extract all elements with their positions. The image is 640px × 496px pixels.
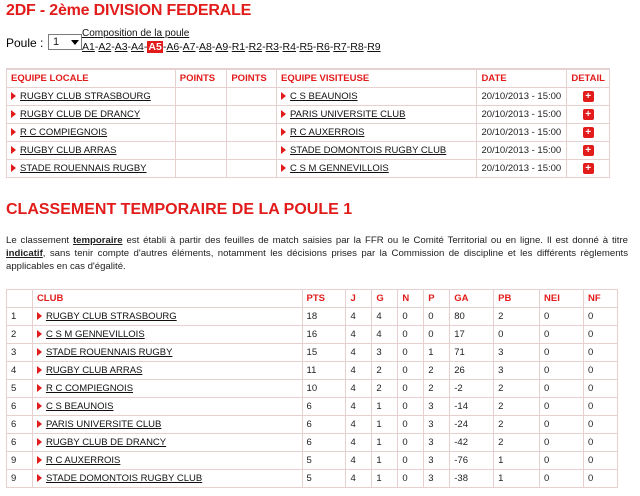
away-team-link[interactable]: C S BEAUNOIS <box>290 90 358 102</box>
standings-row <box>7 416 618 434</box>
round-link-a2[interactable]: A2 <box>98 41 112 53</box>
standings-cell-pts: 5 <box>302 470 346 488</box>
standings-cell-j: 4 <box>346 362 372 380</box>
match-detail-cell <box>567 87 610 105</box>
standings-header-p: P <box>424 290 450 308</box>
caret-right-icon <box>37 402 42 410</box>
standings-cell-club <box>32 326 302 344</box>
standings-cell-p: 0 <box>424 308 450 326</box>
round-link-a3[interactable]: A3 <box>114 41 128 53</box>
standings-cell-nei: 0 <box>540 362 584 380</box>
caret-right-icon <box>37 456 42 464</box>
caret-right-icon <box>281 92 286 100</box>
round-link-a7[interactable]: A7 <box>182 41 196 53</box>
detail-plus-button[interactable]: + <box>583 145 594 156</box>
round-link-a9[interactable]: A9 <box>215 41 229 53</box>
standings-cell-nei: 0 <box>540 344 584 362</box>
standings-cell-g: 1 <box>372 398 398 416</box>
caret-right-icon <box>37 330 42 338</box>
match-home-cell <box>7 87 176 105</box>
match-points-home <box>175 141 227 159</box>
caret-right-icon <box>281 164 286 172</box>
caret-right-icon <box>37 474 42 482</box>
caret-right-icon <box>37 384 42 392</box>
standings-cell-pts: 18 <box>302 308 346 326</box>
standings-cell-pts: 6 <box>302 434 346 452</box>
standings-header-j: J <box>346 290 372 308</box>
page-title: 2DF - 2ème DIVISION FEDERALE <box>6 2 252 19</box>
intro-text: Le classement <box>6 235 73 246</box>
standings-cell-club <box>32 308 302 326</box>
standings-cell-nei: 0 <box>540 308 584 326</box>
match-points-home <box>175 159 227 177</box>
standings-cell-p: 0 <box>424 326 450 344</box>
standings-cell-rank: 9 <box>7 452 33 470</box>
standings-cell-nf: 0 <box>583 344 617 362</box>
matches-table <box>6 68 610 178</box>
header-home: EQUIPE LOCALE <box>7 69 176 87</box>
intro-emphasis-temporaire: temporaire <box>72 235 123 246</box>
standings-cell-ga: -2 <box>450 380 494 398</box>
caret-right-icon <box>37 312 42 320</box>
club-link[interactable]: STADE ROUENNAIS RUGBY <box>45 347 173 358</box>
standings-cell-g: 2 <box>372 362 398 380</box>
match-row <box>7 123 610 141</box>
round-separator: - <box>279 41 283 53</box>
standings-row <box>7 398 618 416</box>
standings-cell-club <box>32 362 302 380</box>
standings-cell-p: 2 <box>424 362 450 380</box>
standings-cell-p: 3 <box>424 470 450 488</box>
standings-cell-rank: 2 <box>7 326 33 344</box>
standings-intro <box>6 234 628 273</box>
match-points-home <box>175 123 227 141</box>
standings-cell-n: 0 <box>398 470 424 488</box>
standings-cell-g: 1 <box>372 434 398 452</box>
standings-cell-nei: 0 <box>540 326 584 344</box>
round-link-a8[interactable]: A8 <box>199 41 212 53</box>
match-date: 20/10/2013 - 15:00 <box>477 141 567 159</box>
away-team-link[interactable]: R C AUXERROIS <box>290 126 365 138</box>
standings-cell-p: 3 <box>424 416 450 434</box>
club-link[interactable]: C S M GENNEVILLOIS <box>45 329 145 340</box>
match-points-away <box>227 87 277 105</box>
standings-cell-pb: 1 <box>494 452 540 470</box>
standings-cell-nf: 0 <box>583 470 617 488</box>
standings-cell-pts: 6 <box>302 398 346 416</box>
standings-cell-nei: 0 <box>540 398 584 416</box>
match-detail-cell <box>567 105 610 123</box>
poule-select-value: 1 <box>53 36 60 48</box>
club-link[interactable]: PARIS UNIVERSITE CLUB <box>45 419 162 430</box>
standings-cell-p: 3 <box>424 398 450 416</box>
standings-cell-pb: 3 <box>494 362 540 380</box>
standings-cell-pts: 15 <box>302 344 346 362</box>
standings-header-g: G <box>372 290 398 308</box>
standings-cell-ga: -24 <box>450 416 494 434</box>
standings-cell-pb: 2 <box>494 434 540 452</box>
standings-header-rank <box>7 290 33 308</box>
standings-cell-pb: 0 <box>494 326 540 344</box>
standings-cell-j: 4 <box>346 380 372 398</box>
round-separator: - <box>312 41 317 53</box>
standings-cell-rank: 4 <box>7 362 33 380</box>
standings-cell-g: 4 <box>372 308 398 326</box>
standings-cell-n: 0 <box>398 452 424 470</box>
standings-cell-rank: 6 <box>7 398 33 416</box>
standings-cell-ga: -76 <box>450 452 494 470</box>
standings-header-club: CLUB <box>32 290 302 308</box>
standings-cell-g: 1 <box>372 452 398 470</box>
standings-cell-g: 1 <box>372 470 398 488</box>
standings-cell-p: 2 <box>424 380 450 398</box>
header-points-away: POINTS <box>227 69 277 87</box>
standings-cell-g: 3 <box>372 344 398 362</box>
standings-row <box>7 308 618 326</box>
standings-cell-j: 4 <box>346 434 372 452</box>
standings-cell-nf: 0 <box>583 362 617 380</box>
standings-cell-pb: 2 <box>494 398 540 416</box>
round-link-r2[interactable]: R2 <box>248 41 263 53</box>
caret-right-icon <box>281 128 286 136</box>
standings-cell-g: 2 <box>372 380 398 398</box>
match-away-cell <box>277 87 477 105</box>
round-link-r6[interactable]: R6 <box>316 41 330 53</box>
match-points-home <box>175 105 227 123</box>
standings-row <box>7 380 618 398</box>
round-separator: - <box>329 41 334 53</box>
round-separator: - <box>195 41 199 53</box>
match-away-cell <box>277 105 477 123</box>
round-link-a5[interactable]: A5 <box>148 41 162 53</box>
header-away: EQUIPE VISITEUSE <box>277 69 477 87</box>
standings-header-nf: NF <box>583 290 617 308</box>
match-points-away <box>227 123 277 141</box>
standings-cell-ga: 71 <box>450 344 494 362</box>
caret-right-icon <box>11 146 16 154</box>
standings-cell-pts: 5 <box>302 452 346 470</box>
standings-cell-ga: 17 <box>450 326 494 344</box>
standings-cell-rank: 6 <box>7 434 33 452</box>
home-team-link[interactable]: STADE ROUENNAIS RUGBY <box>20 162 147 174</box>
round-link-r4[interactable]: R4 <box>282 41 296 53</box>
intro-text: , sans tenir compte d'autres éléments, notamment les décisions prises par la Commission de discipline et les différents règlements applicables en cas d'égalité. <box>6 248 628 272</box>
standings-cell-club <box>32 344 302 362</box>
standings-cell-nei: 0 <box>540 452 584 470</box>
standings-cell-rank: 5 <box>7 380 33 398</box>
standings-cell-p: 3 <box>424 434 450 452</box>
standings-header-n: N <box>398 290 424 308</box>
standings-header-ga: GA <box>450 290 494 308</box>
standings-cell-j: 4 <box>346 452 372 470</box>
standings-cell-rank: 3 <box>7 344 33 362</box>
match-home-cell <box>7 123 176 141</box>
standings-cell-pb: 1 <box>494 470 540 488</box>
intro-emphasis-indicatif: indicatif <box>6 248 43 259</box>
standings-cell-rank: 1 <box>7 308 33 326</box>
standings-cell-ga: -14 <box>450 398 494 416</box>
round-separator: - <box>295 41 300 53</box>
detail-plus-button[interactable]: + <box>583 91 594 102</box>
standings-cell-nf: 0 <box>583 434 617 452</box>
match-points-away <box>227 159 277 177</box>
round-separator: - <box>127 41 132 53</box>
match-detail-cell <box>567 141 610 159</box>
standings-row <box>7 344 618 362</box>
round-separator: - <box>211 41 216 53</box>
standings-cell-pts: 16 <box>302 326 346 344</box>
round-link-a1[interactable]: A1 <box>82 41 95 53</box>
standings-cell-club <box>32 380 302 398</box>
standings-cell-pts: 6 <box>302 416 346 434</box>
round-separator: - <box>228 41 232 53</box>
club-link[interactable]: RUGBY CLUB DE DRANCY <box>45 437 167 448</box>
home-team-link[interactable]: RUGBY CLUB ARRAS <box>20 144 117 156</box>
caret-right-icon <box>281 110 286 118</box>
standings-cell-pts: 10 <box>302 380 346 398</box>
standings-cell-j: 4 <box>346 326 372 344</box>
round-link-r1[interactable]: R1 <box>231 41 246 53</box>
standings-cell-rank: 9 <box>7 470 33 488</box>
standings-cell-ga: -42 <box>450 434 494 452</box>
round-links <box>82 41 381 53</box>
poule-label: Poule : <box>6 36 44 50</box>
away-team-link[interactable]: C S M GENNEVILLOIS <box>290 162 389 174</box>
standings-cell-nf: 0 <box>583 398 617 416</box>
round-separator: - <box>346 41 351 53</box>
header-detail: DETAIL <box>567 69 610 87</box>
standings-cell-ga: -38 <box>450 470 494 488</box>
standings-cell-j: 4 <box>346 308 372 326</box>
standings-cell-n: 0 <box>398 308 424 326</box>
match-row <box>7 141 610 159</box>
standings-cell-nei: 0 <box>540 380 584 398</box>
round-link-a6[interactable]: A6 <box>166 41 180 53</box>
caret-right-icon <box>11 92 16 100</box>
intro-text: est établi à partir des feuilles de match saisies par la FFR ou le Comité Territorial ou en ligne. Il est donné à titre <box>122 235 628 246</box>
standings-header-pb: PB <box>494 290 540 308</box>
away-team-link[interactable]: PARIS UNIVERSITE CLUB <box>290 108 406 120</box>
standings-cell-nei: 0 <box>540 416 584 434</box>
standings-cell-ga: 26 <box>450 362 494 380</box>
match-home-cell <box>7 159 176 177</box>
chevron-down-icon <box>71 40 79 45</box>
standings-cell-nf: 0 <box>583 380 617 398</box>
standings-cell-nei: 0 <box>540 434 584 452</box>
caret-right-icon <box>11 110 16 118</box>
standings-cell-club <box>32 452 302 470</box>
club-link[interactable]: RUGBY CLUB STRASBOURG <box>45 311 177 322</box>
match-away-cell <box>277 141 477 159</box>
caret-right-icon <box>37 366 42 374</box>
round-separator: - <box>94 41 99 53</box>
standings-cell-j: 4 <box>346 416 372 434</box>
home-team-link[interactable]: RUGBY CLUB STRASBOURG <box>20 90 151 102</box>
standings-cell-pb: 2 <box>494 380 540 398</box>
match-date: 20/10/2013 - 15:00 <box>477 105 567 123</box>
standings-title: CLASSEMENT TEMPORAIRE DE LA POULE 1 <box>6 201 353 218</box>
standings-cell-g: 4 <box>372 326 398 344</box>
caret-right-icon <box>281 146 286 154</box>
match-points-away <box>227 105 277 123</box>
caret-right-icon <box>11 128 16 136</box>
standings-header-nei: NEI <box>540 290 584 308</box>
caret-right-icon <box>37 420 42 428</box>
standings-cell-j: 4 <box>346 344 372 362</box>
match-away-cell <box>277 159 477 177</box>
standings-row <box>7 470 618 488</box>
standings-cell-j: 4 <box>346 398 372 416</box>
round-link-r9[interactable]: R9 <box>367 41 381 53</box>
standings-cell-pb: 2 <box>494 416 540 434</box>
round-link-a4[interactable]: A4 <box>131 41 144 53</box>
standings-row <box>7 452 618 470</box>
away-team-link[interactable]: STADE DOMONTOIS RUGBY CLUB <box>290 144 447 156</box>
standings-cell-g: 1 <box>372 416 398 434</box>
caret-right-icon <box>37 438 42 446</box>
detail-plus-button[interactable]: + <box>583 109 594 120</box>
match-row <box>7 105 610 123</box>
standings-cell-ga: 80 <box>450 308 494 326</box>
round-separator: - <box>179 41 183 53</box>
round-separator: - <box>363 41 368 53</box>
match-row <box>7 87 610 105</box>
home-team-link[interactable]: RUGBY CLUB DE DRANCY <box>20 108 141 120</box>
club-link[interactable]: R C AUXERROIS <box>45 455 121 466</box>
standings-cell-n: 0 <box>398 416 424 434</box>
standings-cell-j: 4 <box>346 470 372 488</box>
header-points-home: POINTS <box>175 69 227 87</box>
round-link-r8[interactable]: R8 <box>350 41 364 53</box>
detail-plus-button[interactable]: + <box>583 163 594 174</box>
round-separator: - <box>245 41 249 53</box>
standings-cell-n: 0 <box>398 380 424 398</box>
round-link-r5[interactable]: R5 <box>299 41 313 53</box>
match-points-home <box>175 87 227 105</box>
round-separator: - <box>262 41 266 53</box>
standings-cell-club <box>32 434 302 452</box>
standings-cell-p: 3 <box>424 452 450 470</box>
standings-cell-club <box>32 398 302 416</box>
club-link[interactable]: C S BEAUNOIS <box>45 401 114 412</box>
match-row <box>7 159 610 177</box>
standings-header-row <box>7 290 618 308</box>
poule-select[interactable] <box>48 34 82 50</box>
home-team-link[interactable]: R C COMPIEGNOIS <box>20 126 108 138</box>
standings-cell-nf: 0 <box>583 416 617 434</box>
standings-cell-nf: 0 <box>583 326 617 344</box>
composition-link[interactable]: Composition de la poule <box>82 28 190 39</box>
standings-cell-n: 0 <box>398 434 424 452</box>
round-link-r7[interactable]: R7 <box>333 41 347 53</box>
match-home-cell <box>7 141 176 159</box>
round-link-r3[interactable]: R3 <box>265 41 279 53</box>
standings-cell-p: 1 <box>424 344 450 362</box>
standings-cell-nei: 0 <box>540 470 584 488</box>
caret-right-icon <box>11 164 16 172</box>
standings-row <box>7 326 618 344</box>
match-detail-cell <box>567 159 610 177</box>
standings-cell-nf: 0 <box>583 452 617 470</box>
round-separator: - <box>162 41 167 53</box>
standings-cell-pb: 3 <box>494 344 540 362</box>
standings-cell-club <box>32 470 302 488</box>
match-date: 20/10/2013 - 15:00 <box>477 87 567 105</box>
match-points-away <box>227 141 277 159</box>
match-away-cell <box>277 123 477 141</box>
standings-table <box>6 289 618 488</box>
matches-header-row <box>7 69 610 87</box>
standings-cell-pb: 2 <box>494 308 540 326</box>
standings-cell-club <box>32 416 302 434</box>
standings-header-pts: PTS <box>302 290 346 308</box>
standings-cell-rank: 6 <box>7 416 33 434</box>
club-link[interactable]: R C COMPIEGNOIS <box>45 383 134 394</box>
round-separator: - <box>143 41 148 53</box>
club-link[interactable]: STADE DOMONTOIS RUGBY CLUB <box>45 473 203 484</box>
detail-plus-button[interactable]: + <box>583 127 594 138</box>
standings-cell-n: 0 <box>398 344 424 362</box>
standings-cell-n: 0 <box>398 398 424 416</box>
match-detail-cell <box>567 123 610 141</box>
standings-cell-nf: 0 <box>583 308 617 326</box>
standings-row <box>7 362 618 380</box>
match-home-cell <box>7 105 176 123</box>
standings-row <box>7 434 618 452</box>
match-date: 20/10/2013 - 15:00 <box>477 159 567 177</box>
standings-cell-n: 0 <box>398 362 424 380</box>
round-separator: - <box>111 41 115 53</box>
standings-cell-pts: 11 <box>302 362 346 380</box>
club-link[interactable]: RUGBY CLUB ARRAS <box>45 365 143 376</box>
header-date: DATE <box>477 69 567 87</box>
standings-cell-n: 0 <box>398 326 424 344</box>
caret-right-icon <box>37 348 42 356</box>
match-date: 20/10/2013 - 15:00 <box>477 123 567 141</box>
